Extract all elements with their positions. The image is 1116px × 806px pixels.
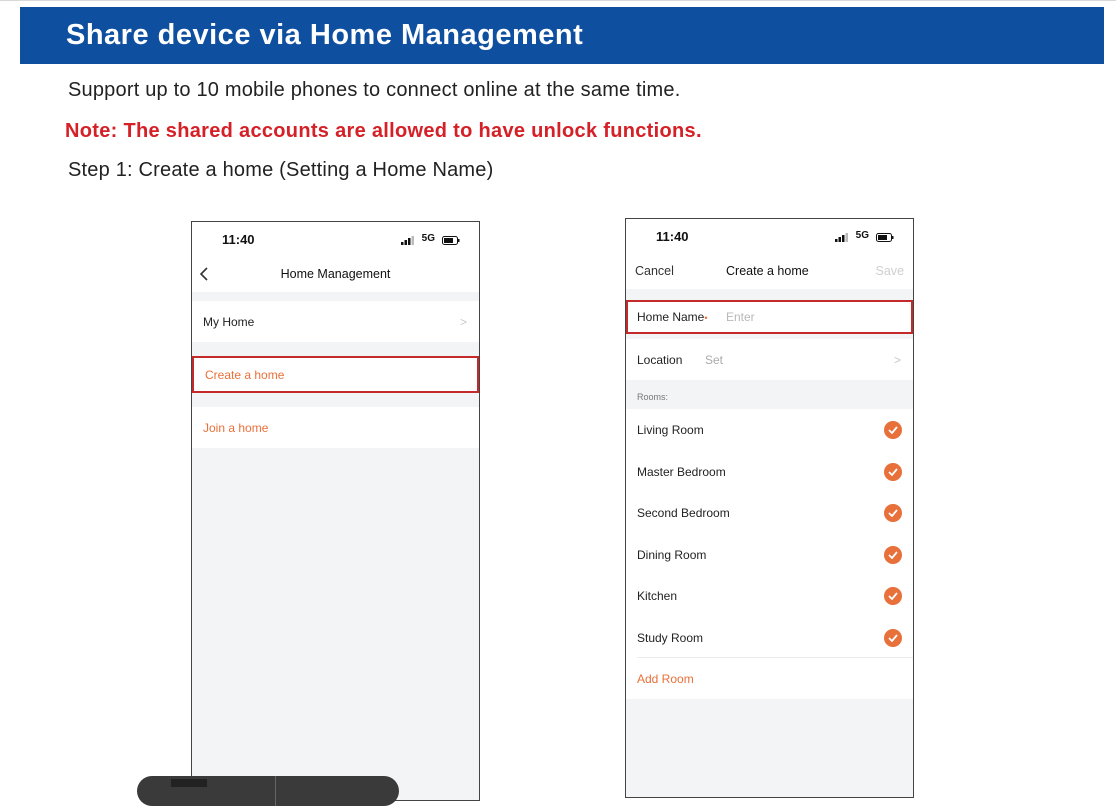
my-home-row[interactable] bbox=[192, 301, 479, 342]
cancel-button[interactable]: Cancel bbox=[635, 264, 674, 278]
room-label: Second Bedroom bbox=[637, 506, 730, 520]
check-icon[interactable] bbox=[884, 463, 902, 481]
status-bar bbox=[626, 219, 913, 255]
battery-icon bbox=[442, 236, 460, 245]
check-icon[interactable] bbox=[884, 546, 902, 564]
room-label: Dining Room bbox=[637, 547, 707, 562]
status-time: 11:40 bbox=[656, 229, 689, 244]
nav-bar bbox=[626, 255, 913, 289]
signal-icon bbox=[835, 233, 849, 242]
check-icon[interactable] bbox=[884, 629, 902, 647]
room-label: Living Room bbox=[637, 423, 704, 437]
rooms-header: Rooms: bbox=[637, 392, 669, 402]
nav-title: Home Management bbox=[280, 267, 391, 281]
check-icon[interactable] bbox=[884, 587, 902, 605]
network-label: 5G bbox=[421, 233, 435, 244]
top-rule bbox=[0, 0, 1116, 1]
add-room-label: Add Room bbox=[637, 671, 694, 686]
status-bar bbox=[192, 222, 479, 258]
location-label: Location bbox=[637, 352, 683, 367]
phone-screenshot-home-management bbox=[191, 221, 480, 801]
room-label: Kitchen bbox=[637, 589, 678, 603]
check-icon[interactable] bbox=[884, 504, 902, 522]
create-home-label: Create a home bbox=[205, 367, 285, 382]
location-value: Set bbox=[705, 352, 724, 367]
signal-icon bbox=[401, 236, 415, 245]
room-label: Study Room bbox=[637, 630, 704, 645]
create-home-row[interactable] bbox=[192, 356, 479, 393]
status-time: 11:40 bbox=[222, 232, 255, 247]
nav-title: Create a home bbox=[726, 264, 809, 278]
room-row[interactable] bbox=[626, 409, 913, 451]
chevron-right-icon: > bbox=[893, 352, 901, 367]
room-row[interactable] bbox=[626, 451, 913, 492]
home-name-placeholder[interactable]: Enter bbox=[726, 310, 755, 324]
note-text: Note: The shared accounts are allowed to have unlock functions. bbox=[65, 120, 702, 142]
room-label: Master Bedroom bbox=[637, 464, 726, 479]
my-home-label: My Home bbox=[203, 314, 255, 329]
join-home-row[interactable] bbox=[192, 407, 479, 448]
add-room-button[interactable] bbox=[626, 658, 913, 699]
battery-icon bbox=[876, 233, 894, 242]
step-1-text: Step 1: Create a home (Setting a Home Name) bbox=[68, 159, 494, 181]
floating-toolbar[interactable] bbox=[137, 776, 399, 806]
room-row[interactable] bbox=[626, 534, 913, 575]
section-banner bbox=[20, 7, 1104, 64]
save-button[interactable]: Save bbox=[875, 264, 904, 278]
phone-screenshot-create-home bbox=[625, 218, 914, 798]
network-label: 5G bbox=[855, 230, 869, 241]
toolbar-divider bbox=[275, 776, 276, 806]
intro-text: Support up to 10 mobile phones to connect online at the same time. bbox=[68, 79, 681, 101]
room-row[interactable] bbox=[626, 617, 913, 658]
room-row[interactable] bbox=[626, 575, 913, 617]
section-title: Share device via Home Management bbox=[66, 19, 584, 51]
nav-bar bbox=[192, 258, 479, 292]
chevron-right-icon: > bbox=[459, 314, 467, 329]
home-name-label: Home Name• bbox=[637, 310, 708, 324]
join-home-label: Join a home bbox=[203, 420, 269, 435]
room-row[interactable] bbox=[626, 492, 913, 534]
home-name-field[interactable] bbox=[626, 300, 913, 334]
required-mark: • bbox=[704, 313, 708, 323]
location-row[interactable] bbox=[626, 339, 913, 380]
check-icon[interactable] bbox=[884, 421, 902, 439]
